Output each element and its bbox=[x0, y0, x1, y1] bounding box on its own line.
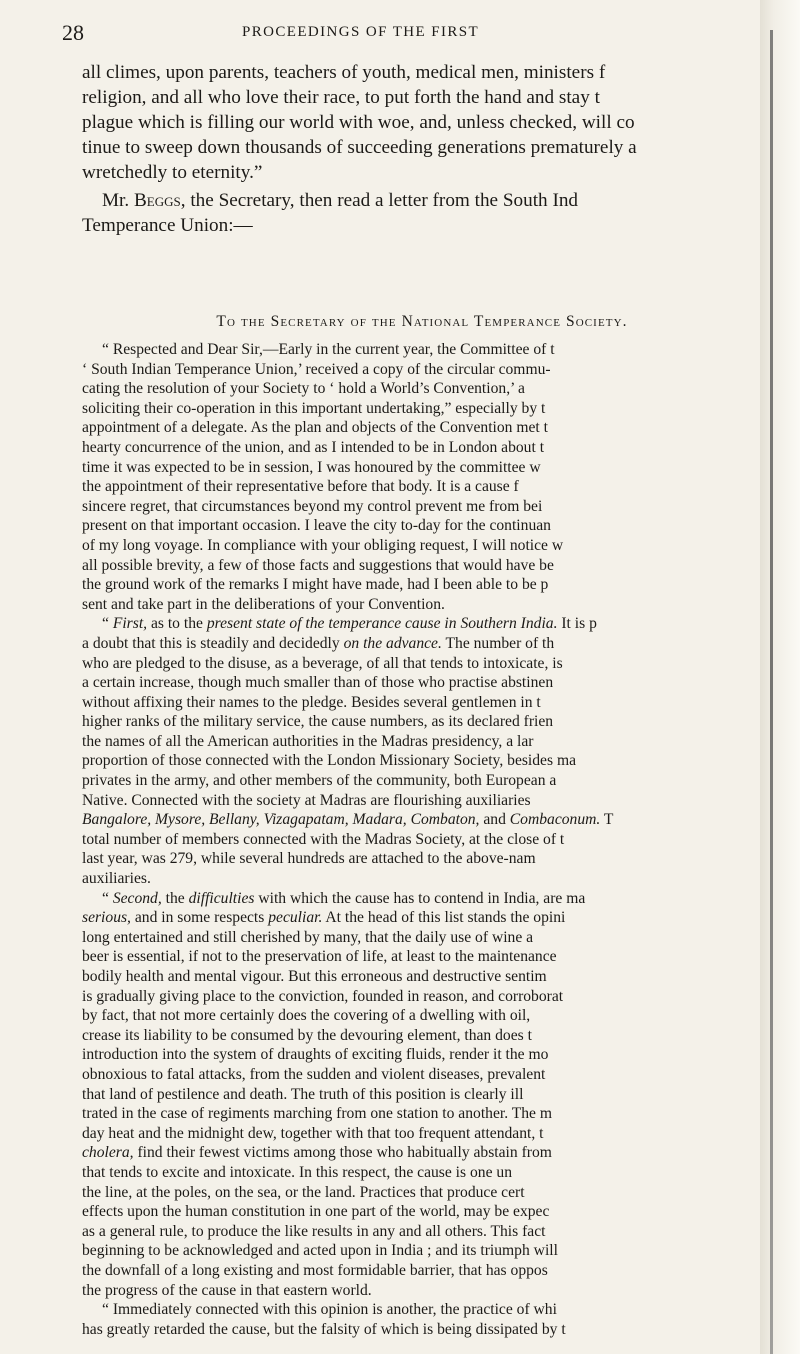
text-line: Native. Connected with the society at Madras are flourishing auxiliaries bbox=[82, 791, 531, 809]
text-line: wretchedly to eternity.” bbox=[82, 162, 263, 183]
text-line bbox=[82, 188, 768, 213]
page-number: 28 bbox=[62, 20, 84, 45]
italic-run: difficulties bbox=[188, 889, 255, 907]
text-line: that tends to excite and intoxicate. In this respect, the cause is one un bbox=[82, 1163, 512, 1181]
text-line: is gradually giving place to the conviction, founded in reason, and corroborat bbox=[82, 987, 564, 1005]
text-line: as a general rule, to produce the like results in any and all others. This fact bbox=[82, 1222, 546, 1240]
text-line: privates in the army, and other members of the community, both European a bbox=[82, 772, 557, 790]
text-run: as to the bbox=[147, 615, 207, 633]
binding-shadow bbox=[770, 30, 773, 1354]
text-line: higher ranks of the military service, the cause numbers, as its declared frien bbox=[82, 713, 554, 731]
text-line: sincere regret, that circumstances beyond my control prevent me from bei bbox=[82, 497, 543, 515]
text-line: proportion of those connected with the London Missionary Society, besides ma bbox=[82, 752, 576, 770]
text-run: At the head of this list stands the opini bbox=[322, 909, 566, 927]
text-line: of my long voyage. In compliance with your obliging request, I will notice w bbox=[82, 536, 564, 554]
text-line: “ Immediately connected with this opinion is another, the practice of whi bbox=[102, 1301, 557, 1319]
text-line: last year, was 279, while several hundreds are attached to the above-nam bbox=[82, 850, 536, 868]
intro-paragraph bbox=[82, 60, 768, 185]
text-line: introduction into the system of draughts of exciting fluids, render it the mo bbox=[82, 1046, 549, 1064]
text-line: who are pledged to the disuse, as a beverage, of all that tends to intoxicate, is bbox=[82, 654, 563, 672]
text-line: time it was expected to be in session, I was honoured by the committee w bbox=[82, 458, 541, 476]
text-line: effects upon the human constitution in one part of the world, may be expec bbox=[82, 1203, 550, 1221]
text-run: the bbox=[161, 889, 189, 907]
page-gutter bbox=[760, 0, 800, 1354]
italic-run: First, bbox=[112, 615, 148, 633]
text-line bbox=[82, 908, 762, 928]
running-head: PROCEEDINGS OF THE FIRST bbox=[242, 24, 480, 40]
text-line bbox=[82, 889, 762, 909]
text-line: cating the resolution of your Society to ‘ hold a World’s Convention,’ a bbox=[82, 380, 525, 398]
honorific: Mr. bbox=[102, 190, 130, 211]
text-line: appointment of a delegate. As the plan and objects of the Convention met t bbox=[82, 419, 548, 437]
text-line: bodily health and mental vigour. But this erroneous and destructive sentim bbox=[82, 968, 547, 985]
italic-run: cholera, bbox=[82, 1144, 134, 1162]
text-line: the names of all the American authorities in the Madras presidency, a lar bbox=[82, 732, 534, 750]
text-run: T bbox=[600, 811, 614, 829]
text-run: It is p bbox=[557, 615, 597, 633]
text-line: religion, and all who love their race, to put forth the hand and stay t bbox=[82, 87, 600, 108]
text-line: the line, at the poles, on the sea, or the land. Practices that produce cert bbox=[82, 1183, 525, 1201]
text-line bbox=[82, 634, 762, 654]
text-line: auxiliaries. bbox=[82, 870, 151, 888]
text-line: obnoxious to fatal attacks, from the sudden and violent diseases, prevalent bbox=[82, 1065, 546, 1083]
text-run: with which the cause has to contend in India, are ma bbox=[254, 889, 586, 907]
text-line: the progress of the cause in that eastern world. bbox=[82, 1281, 372, 1299]
text-run: The number of th bbox=[441, 634, 555, 652]
italic-run: peculiar. bbox=[268, 909, 323, 927]
text-run: , the Secretary, then read a letter from the South Ind bbox=[180, 190, 579, 211]
text-line: that land of pestilence and death. The truth of this position is clearly ill bbox=[82, 1085, 524, 1103]
text-line bbox=[82, 1143, 762, 1163]
text-line bbox=[82, 614, 762, 634]
text-line: trated in the case of regiments marching from one station to another. The m bbox=[82, 1105, 552, 1123]
page-header bbox=[0, 10, 760, 50]
text-line: sent and take part in the deliberations of your Convention. bbox=[82, 595, 445, 613]
text-line: beer is essential, if not to the preservation of life, at least to the maintenance bbox=[82, 948, 557, 966]
text-line: a certain increase, though much smaller than of those who practise abstinen bbox=[82, 674, 554, 692]
italic-run: Combaconum. bbox=[509, 811, 601, 829]
text-run: and bbox=[479, 811, 510, 829]
text-line: has greatly retarded the cause, but the falsity of which is being dissipated by t bbox=[82, 1320, 566, 1338]
italic-run: Bangalore, Mysore, Bellany, Vizagapatam, Madara, Combaton, bbox=[82, 811, 480, 829]
text-line: “ Respected and Dear Sir,—Early in the current year, the Committee of t bbox=[102, 341, 555, 358]
text-line: all climes, upon parents, teachers of youth, medical men, ministers f bbox=[82, 62, 606, 83]
text-line: all possible brevity, a few of those facts and suggestions that would have be bbox=[82, 556, 554, 574]
text-line: without affixing their names to the pledge. Besides several gentlemen in t bbox=[82, 693, 541, 711]
text-run: find their fewest victims among those who habitually abstain from bbox=[133, 1144, 552, 1162]
text-line: the downfall of a long existing and most formidable barrier, that has oppos bbox=[82, 1261, 548, 1279]
text-line bbox=[82, 810, 762, 830]
italic-run: present state of the temperance cause in Southern India. bbox=[206, 615, 558, 633]
secretary-name: Beggs bbox=[134, 190, 181, 211]
text-line: plague which is filling our world with woe, and, unless checked, will co bbox=[82, 112, 635, 133]
text-line: tinue to sweep down thousands of succeeding generations prematurely a bbox=[82, 137, 637, 158]
text-line: long entertained and still cherished by many, that the daily use of wine a bbox=[82, 928, 534, 946]
letter-heading: To the Secretary of the National Temperance Society. bbox=[216, 313, 628, 330]
text-line: day heat and the midnight dew, together with that too frequent attendant, t bbox=[82, 1124, 544, 1142]
italic-run: serious, bbox=[82, 909, 131, 927]
text-line: by fact, that not more certainly does the covering of a dwelling with oil, bbox=[82, 1007, 531, 1025]
text-line: crease its liability to be consumed by the devouring element, than does t bbox=[82, 1026, 532, 1044]
text-line: Temperance Union:— bbox=[82, 215, 253, 236]
text-line: beginning to be acknowledged and acted upon in India ; and its triumph will bbox=[82, 1242, 558, 1260]
text-line: ‘ South Indian Temperance Union,’ received a copy of the circular commu- bbox=[82, 360, 551, 378]
text-run: and in some respects bbox=[130, 909, 269, 927]
secretary-paragraph bbox=[82, 188, 768, 238]
text-line: the ground work of the remarks I might have made, had I been able to be p bbox=[82, 576, 549, 594]
italic-run: Second, bbox=[112, 889, 162, 907]
letter-body bbox=[82, 340, 762, 1339]
text-run: “ bbox=[102, 889, 113, 907]
text-line: soliciting their co-operation in this important undertaking,” especially by t bbox=[82, 399, 546, 417]
italic-run: on the advance. bbox=[343, 634, 442, 652]
text-line: total number of members connected with the Madras Society, at the close of t bbox=[82, 830, 565, 848]
text-run: “ bbox=[102, 615, 113, 633]
text-line: present on that important occasion. I leave the city to-day for the continuan bbox=[82, 517, 551, 535]
text-run: a doubt that this is steadily and decidedly bbox=[82, 634, 344, 652]
text-line: hearty concurrence of the union, and as I intended to be in London about t bbox=[82, 438, 545, 456]
text-line: the appointment of their representative before that body. It is a cause f bbox=[82, 478, 519, 496]
